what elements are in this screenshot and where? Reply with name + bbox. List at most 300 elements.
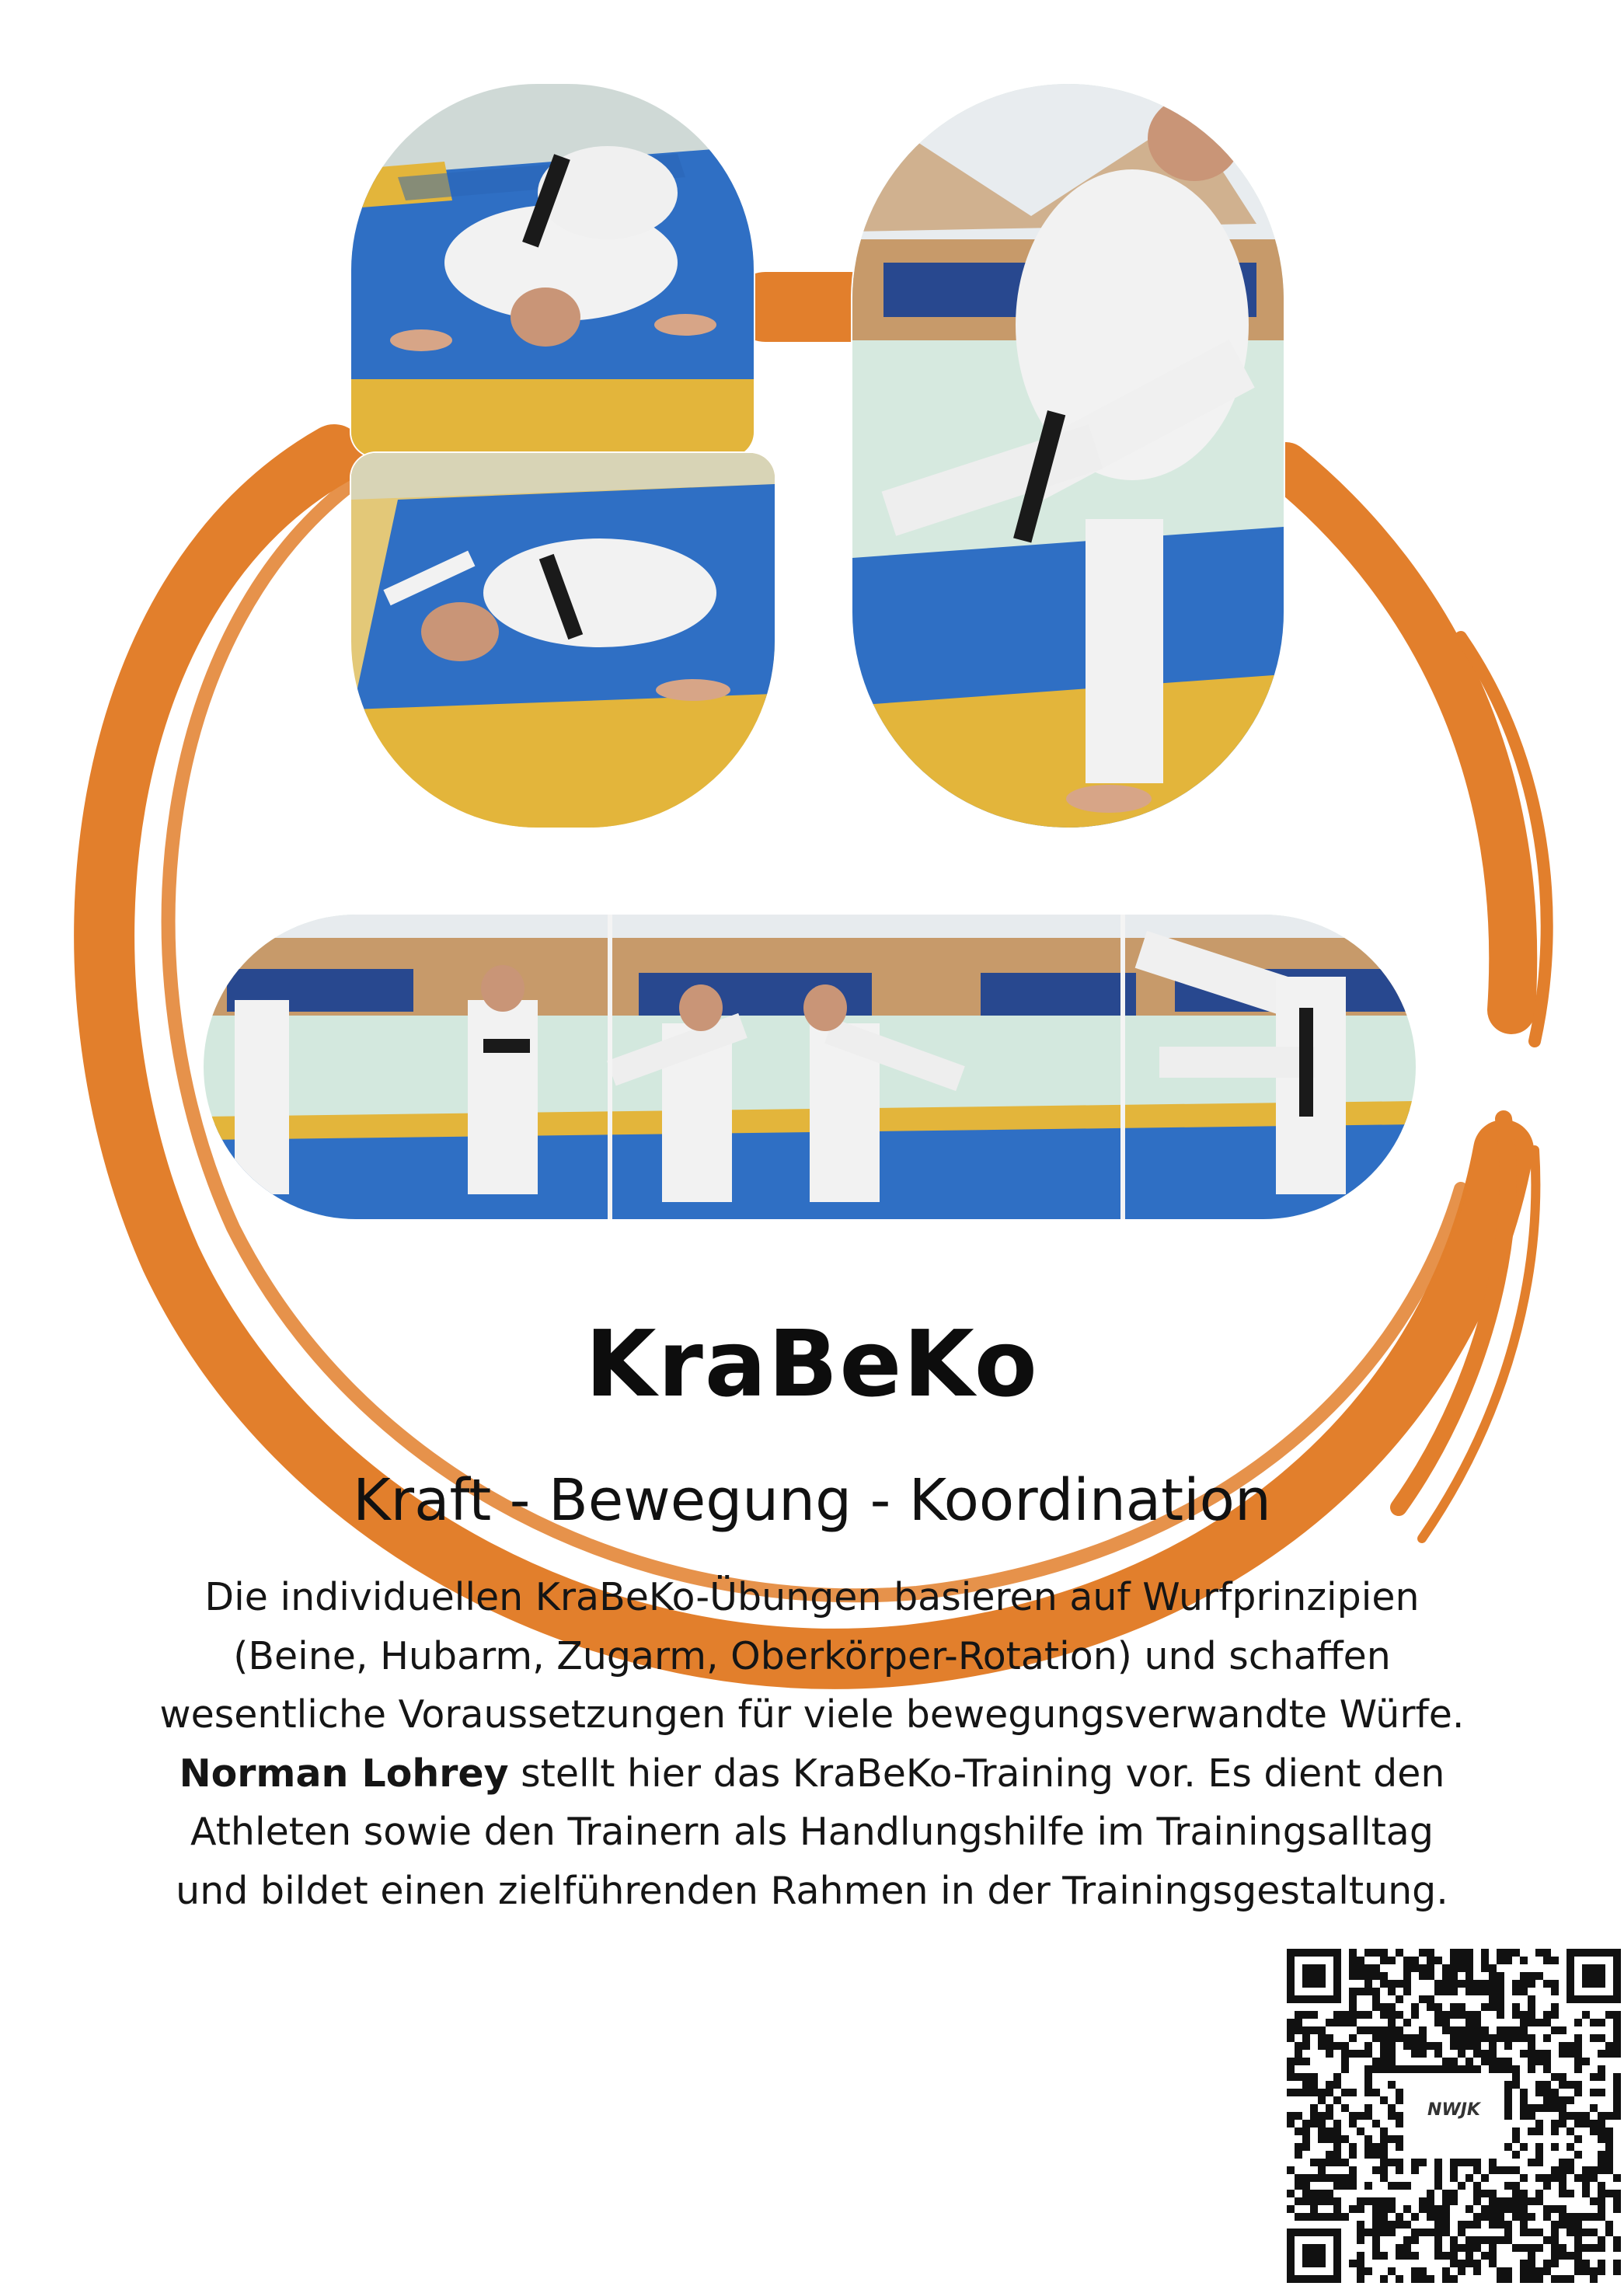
qr-module — [1528, 2244, 1535, 2252]
qr-module — [1497, 2026, 1504, 2034]
qr-module — [1473, 2166, 1481, 2174]
qr-module — [1333, 2019, 1341, 2026]
qr-module — [1473, 1988, 1481, 1995]
qr-module — [1388, 1957, 1396, 1964]
qr-module — [1349, 1972, 1357, 1980]
qr-module — [1528, 1972, 1535, 1980]
qr-module — [1520, 2213, 1528, 2221]
qr-module — [1442, 2019, 1450, 2026]
qr-module — [1287, 2026, 1295, 2034]
qr-module — [1598, 2267, 1605, 2275]
description-paragraph — [47, 1568, 1577, 1920]
qr-module — [1566, 2252, 1574, 2260]
qr-module — [1574, 2174, 1582, 2182]
qr-module — [1535, 2174, 1543, 2182]
qr-module — [1512, 2213, 1520, 2221]
qr-module — [1364, 2135, 1372, 2143]
strip-divider-2 — [1120, 915, 1125, 1219]
qr-module — [1427, 2042, 1434, 2050]
qr-module — [1613, 2244, 1621, 2252]
qr-module — [1551, 2096, 1559, 2104]
qr-module — [1489, 1972, 1497, 1980]
qr-module — [1458, 2003, 1465, 2011]
qr-module — [1566, 2159, 1574, 2166]
qr-module — [1403, 2182, 1411, 2190]
qr-module — [1287, 2190, 1295, 2197]
qr-module — [1590, 2089, 1598, 2096]
qr-module — [1287, 2089, 1295, 2096]
qr-module — [1605, 2042, 1613, 2050]
qr-module — [1388, 2026, 1396, 2034]
qr-module — [1504, 2104, 1512, 2112]
qr-module — [1326, 2019, 1333, 2026]
qr-module — [1434, 2174, 1442, 2182]
qr-module — [1287, 2034, 1295, 2042]
qr-finder-inner — [1582, 1964, 1605, 1988]
qr-module — [1574, 2244, 1582, 2252]
qr-module — [1388, 2081, 1396, 2089]
qr-module — [1520, 2229, 1528, 2236]
qr-module — [1450, 2042, 1458, 2050]
qr-module — [1566, 2166, 1574, 2174]
qr-module — [1528, 2159, 1535, 2166]
qr-module — [1458, 1980, 1465, 1988]
qr-module — [1458, 2159, 1465, 2166]
qr-module — [1613, 2190, 1621, 2197]
qr-module — [1543, 2236, 1551, 2244]
qr-module — [1403, 2252, 1411, 2260]
qr-module — [1380, 2275, 1388, 2283]
qr-module — [1504, 2205, 1512, 2213]
qr-module — [1411, 2275, 1419, 2283]
qr-module — [1582, 2190, 1590, 2197]
qr-module — [1543, 2182, 1551, 2190]
qr-module — [1465, 2236, 1473, 2244]
qr-module — [1458, 2244, 1465, 2252]
qr-module — [1489, 2065, 1497, 2073]
qr-module — [1442, 2267, 1450, 2275]
qr-module — [1520, 2050, 1528, 2058]
qr-module — [1504, 2112, 1512, 2120]
description-line-4 — [47, 1744, 1577, 1803]
qr-module — [1481, 2205, 1489, 2213]
qr-module — [1497, 2205, 1504, 2213]
qr-module — [1458, 2034, 1465, 2042]
qr-module — [1396, 1995, 1403, 2003]
qr-module — [1302, 2127, 1310, 2135]
qr-module — [1302, 2011, 1310, 2019]
qr-module — [1380, 2143, 1388, 2151]
qr-module — [1419, 1995, 1427, 2003]
qr-module — [1411, 2236, 1419, 2244]
qr-module — [1333, 2205, 1341, 2213]
qr-module — [1287, 2112, 1295, 2120]
qr-module — [1302, 2081, 1310, 2089]
qr-module — [1566, 2096, 1574, 2104]
qr-logo — [1411, 2077, 1497, 2155]
qr-module — [1357, 2267, 1364, 2275]
qr-module — [1396, 2244, 1403, 2252]
qr-module — [1551, 2120, 1559, 2127]
qr-module — [1574, 2034, 1582, 2042]
qr-module — [1341, 2104, 1349, 2112]
qr-module — [1364, 2229, 1372, 2236]
qr-module — [1590, 2267, 1598, 2275]
qr-module — [1364, 1964, 1372, 1972]
qr-module — [1543, 2260, 1551, 2267]
qr-module — [1403, 2244, 1411, 2252]
qr-module — [1497, 2065, 1504, 2073]
qr-module — [1349, 2112, 1357, 2120]
qr-module — [1341, 2159, 1349, 2166]
qr-module — [1295, 2174, 1302, 2182]
qr-module — [1574, 2042, 1582, 2050]
qr-module — [1489, 2213, 1497, 2221]
qr-module — [1419, 1964, 1427, 1972]
qr-module — [1590, 2127, 1598, 2135]
qr-module — [1364, 2143, 1372, 2151]
qr-module — [1411, 2050, 1419, 2058]
qr-module — [1442, 2026, 1450, 2034]
qr-module — [1326, 2213, 1333, 2221]
qr-module — [1535, 2127, 1543, 2135]
qr-module — [1590, 2034, 1598, 2042]
description-line-3: wesentliche Voraussetzungen für viele bewegungsverwandte Würfe. — [159, 1692, 1465, 1737]
qr-module — [1613, 2019, 1621, 2026]
qr-module — [1434, 1957, 1442, 1964]
qr-module — [1465, 2026, 1473, 2034]
qr-module — [1295, 2197, 1302, 2205]
qr-module — [1489, 2003, 1497, 2011]
qr-module — [1535, 2275, 1543, 2283]
qr-module — [1310, 2026, 1318, 2034]
qr-module — [1512, 2197, 1520, 2205]
qr-module — [1590, 2244, 1598, 2252]
qr-module — [1450, 2065, 1458, 2073]
qr-module — [1310, 2190, 1318, 2197]
qr-module — [1559, 2205, 1566, 2213]
qr-module — [1559, 2026, 1566, 2034]
qr-module — [1605, 2011, 1613, 2019]
qr-module — [1310, 2011, 1318, 2019]
qr-module — [1411, 1957, 1419, 1964]
qr-module — [1504, 2058, 1512, 2065]
qr-module — [1543, 2174, 1551, 2182]
qr-module — [1574, 2065, 1582, 2073]
qr-module — [1590, 2174, 1598, 2182]
qr-module — [1318, 2112, 1326, 2120]
qr-module — [1411, 2252, 1419, 2260]
qr-module — [1598, 2120, 1605, 2127]
qr-module — [1504, 2275, 1512, 2283]
qr-module — [1450, 2190, 1458, 2197]
qr-module — [1598, 2034, 1605, 2042]
qr-module — [1403, 2019, 1411, 2026]
qr-module — [1512, 2135, 1520, 2143]
qr-module — [1605, 2229, 1613, 2236]
qr-module — [1489, 1980, 1497, 1988]
qr-module — [1396, 1980, 1403, 1988]
qr-module — [1349, 2166, 1357, 2174]
qr-module — [1357, 1957, 1364, 1964]
qr-module — [1411, 2213, 1419, 2221]
qr-module — [1380, 1972, 1388, 1980]
qr-module — [1481, 2050, 1489, 2058]
qr-module — [1582, 2166, 1590, 2174]
qr-module — [1411, 2034, 1419, 2042]
qr-module — [1535, 1949, 1543, 1957]
qr-module — [1442, 2229, 1450, 2236]
qr-module — [1551, 1988, 1559, 1995]
qr-module — [1318, 2174, 1326, 2182]
qr-module — [1396, 2275, 1403, 2283]
qr-finder-inner — [1302, 2244, 1326, 2267]
qr-module — [1458, 2026, 1465, 2034]
qr-module — [1598, 2089, 1605, 2096]
qr-module — [1450, 1972, 1458, 1980]
qr-module — [1512, 2244, 1520, 2252]
qr-module — [1481, 2174, 1489, 2182]
qr-module — [1302, 2058, 1310, 2065]
qr-module — [1497, 1988, 1504, 1995]
qr-module — [1396, 2252, 1403, 2260]
qr-module — [1551, 1980, 1559, 1988]
qr-module — [1489, 2166, 1497, 2174]
qr-module — [1512, 2127, 1520, 2135]
qr-module — [1489, 2197, 1497, 2205]
qr-module — [1333, 2096, 1341, 2104]
qr-module — [1598, 2050, 1605, 2058]
qr-module — [1434, 2065, 1442, 2073]
qr-module — [1465, 1988, 1473, 1995]
qr-module — [1349, 2174, 1357, 2182]
qr-module — [1574, 2236, 1582, 2244]
qr-module — [1528, 2267, 1535, 2275]
qr-module — [1598, 2151, 1605, 2159]
qr-module — [1411, 2229, 1419, 2236]
qr-module — [1566, 2050, 1574, 2058]
qr-module — [1489, 2190, 1497, 2197]
qr-module — [1333, 2159, 1341, 2166]
qr-module — [1528, 2042, 1535, 2050]
qr-module — [1574, 2252, 1582, 2260]
qr-module — [1388, 2019, 1396, 2026]
qr-module — [1411, 2065, 1419, 2073]
qr-module — [1613, 2205, 1621, 2213]
qr-module — [1582, 2267, 1590, 2275]
qr-module — [1380, 2229, 1388, 2236]
qr-module — [1559, 2275, 1566, 2283]
qr-module — [1481, 2236, 1489, 2244]
qr-module — [1504, 2081, 1512, 2089]
qr-module — [1598, 2205, 1605, 2213]
qr-module — [1372, 2229, 1380, 2236]
qr-module — [1551, 1957, 1559, 1964]
qr-module — [1302, 2135, 1310, 2143]
qr-module — [1473, 2050, 1481, 2058]
qr-module — [1458, 2011, 1465, 2019]
qr-module — [1566, 2042, 1574, 2050]
qr-module — [1473, 2267, 1481, 2275]
qr-module — [1489, 2205, 1497, 2213]
qr-module — [1582, 2244, 1590, 2252]
qr-module — [1396, 2213, 1403, 2221]
qr-module — [1310, 2089, 1318, 2096]
qr-module — [1341, 2213, 1349, 2221]
qr-module — [1341, 2065, 1349, 2073]
qr-module — [1473, 2034, 1481, 2042]
qr-module — [1419, 2042, 1427, 2050]
qr-module — [1497, 2166, 1504, 2174]
qr-module — [1341, 2174, 1349, 2182]
qr-module — [1605, 2159, 1613, 2166]
qr-module — [1613, 2050, 1621, 2058]
qr-module — [1551, 2252, 1559, 2260]
qr-module — [1372, 1995, 1380, 2003]
qr-module — [1380, 2221, 1388, 2229]
qr-module — [1473, 2260, 1481, 2267]
qr-module — [1434, 2244, 1442, 2252]
qr-module — [1434, 2236, 1442, 2244]
qr-module — [1598, 2073, 1605, 2081]
qr-module — [1551, 2260, 1559, 2267]
qr-module — [1442, 2221, 1450, 2229]
qr-module — [1559, 2221, 1566, 2229]
qr-module — [1380, 2127, 1388, 2135]
qr-module — [1295, 2026, 1302, 2034]
qr-module — [1574, 2151, 1582, 2159]
qr-module — [1357, 2205, 1364, 2213]
qr-module — [1333, 2213, 1341, 2221]
qr-module — [1504, 2143, 1512, 2151]
qr-module — [1512, 2081, 1520, 2089]
qr-module — [1473, 2190, 1481, 2197]
qr-code[interactable] — [1287, 1949, 1621, 2283]
qr-module — [1520, 2104, 1528, 2112]
qr-module — [1551, 2244, 1559, 2252]
qr-module — [1504, 2042, 1512, 2050]
qr-module — [1372, 2026, 1380, 2034]
qr-module — [1380, 1949, 1388, 1957]
qr-module — [1333, 2081, 1341, 2089]
qr-module — [1396, 2221, 1403, 2229]
qr-module — [1504, 2026, 1512, 2034]
qr-module — [1419, 2197, 1427, 2205]
qr-module — [1349, 1957, 1357, 1964]
qr-module — [1528, 2011, 1535, 2019]
qr-module — [1364, 1972, 1372, 1980]
qr-module — [1497, 1949, 1504, 1957]
qr-module — [1535, 2197, 1543, 2205]
qr-module — [1489, 2252, 1497, 2260]
qr-module — [1574, 2221, 1582, 2229]
qr-module — [1380, 2026, 1388, 2034]
qr-module — [1559, 2120, 1566, 2127]
qr-module — [1520, 1980, 1528, 1988]
qr-module — [1481, 1949, 1489, 1957]
qr-module — [1349, 2089, 1357, 2096]
qr-module — [1364, 2042, 1372, 2050]
qr-module — [1364, 2050, 1372, 2058]
qr-module — [1419, 2205, 1427, 2213]
qr-module — [1497, 2267, 1504, 2275]
qr-module — [1364, 1980, 1372, 1988]
qr-module — [1341, 2042, 1349, 2050]
qr-module — [1434, 2182, 1442, 2190]
description-line-6: und bildet einen zielführenden Rahmen in der Trainingsgestaltung. — [176, 1868, 1448, 1913]
qr-module — [1357, 1964, 1364, 1972]
qr-module — [1442, 2190, 1450, 2197]
qr-module — [1543, 1980, 1551, 1988]
qr-module — [1520, 2244, 1528, 2252]
qr-module — [1357, 2050, 1364, 2058]
qr-module — [1528, 1980, 1535, 1988]
qr-module — [1434, 2213, 1442, 2221]
qr-module — [1559, 2073, 1566, 2081]
qr-module — [1442, 2058, 1450, 2065]
qr-module — [1349, 2120, 1357, 2127]
qr-module — [1434, 2011, 1442, 2019]
qr-module — [1465, 2034, 1473, 2042]
qr-module — [1598, 2190, 1605, 2197]
qr-module — [1357, 2026, 1364, 2034]
qr-module — [1598, 2182, 1605, 2190]
qr-module — [1372, 2236, 1380, 2244]
qr-module — [1450, 2166, 1458, 2174]
qr-module — [1574, 2120, 1582, 2127]
qr-module — [1333, 2011, 1341, 2019]
qr-module — [1489, 1988, 1497, 1995]
qr-module — [1528, 2213, 1535, 2221]
qr-module — [1489, 2260, 1497, 2267]
qr-module — [1520, 1957, 1528, 1964]
qr-module — [1357, 2011, 1364, 2019]
qr-module — [1450, 1964, 1458, 1972]
qr-module — [1450, 1988, 1458, 1995]
qr-module — [1326, 2151, 1333, 2159]
qr-module — [1450, 2159, 1458, 2166]
qr-module — [1427, 2205, 1434, 2213]
qr-module — [1574, 2135, 1582, 2143]
qr-module — [1528, 2058, 1535, 2065]
qr-module — [1326, 2104, 1333, 2112]
qr-module — [1582, 2112, 1590, 2120]
qr-module — [1341, 2089, 1349, 2096]
qr-module — [1465, 2174, 1473, 2182]
qr-module — [1364, 2197, 1372, 2205]
qr-module — [1465, 2058, 1473, 2065]
qr-module — [1497, 2058, 1504, 2065]
qr-module — [1380, 2003, 1388, 2011]
qr-module — [1287, 2166, 1295, 2174]
qr-module — [1512, 1980, 1520, 1988]
qr-module — [1489, 2236, 1497, 2244]
qr-module — [1528, 2019, 1535, 2026]
qr-module — [1582, 2229, 1590, 2236]
qr-module — [1520, 2174, 1528, 2182]
qr-module — [1574, 2260, 1582, 2267]
qr-module — [1605, 2166, 1613, 2174]
qr-module — [1326, 2127, 1333, 2135]
qr-module — [1605, 2135, 1613, 2143]
qr-module — [1535, 2050, 1543, 2058]
description-line-4-text: stellt hier das KraBeKo-Training vor. Es dient den — [508, 1751, 1445, 1796]
qr-module — [1396, 2089, 1403, 2096]
qr-module — [1396, 2135, 1403, 2143]
qr-module — [1318, 2034, 1326, 2042]
qr-module — [1489, 2050, 1497, 2058]
qr-module — [1543, 2089, 1551, 2096]
